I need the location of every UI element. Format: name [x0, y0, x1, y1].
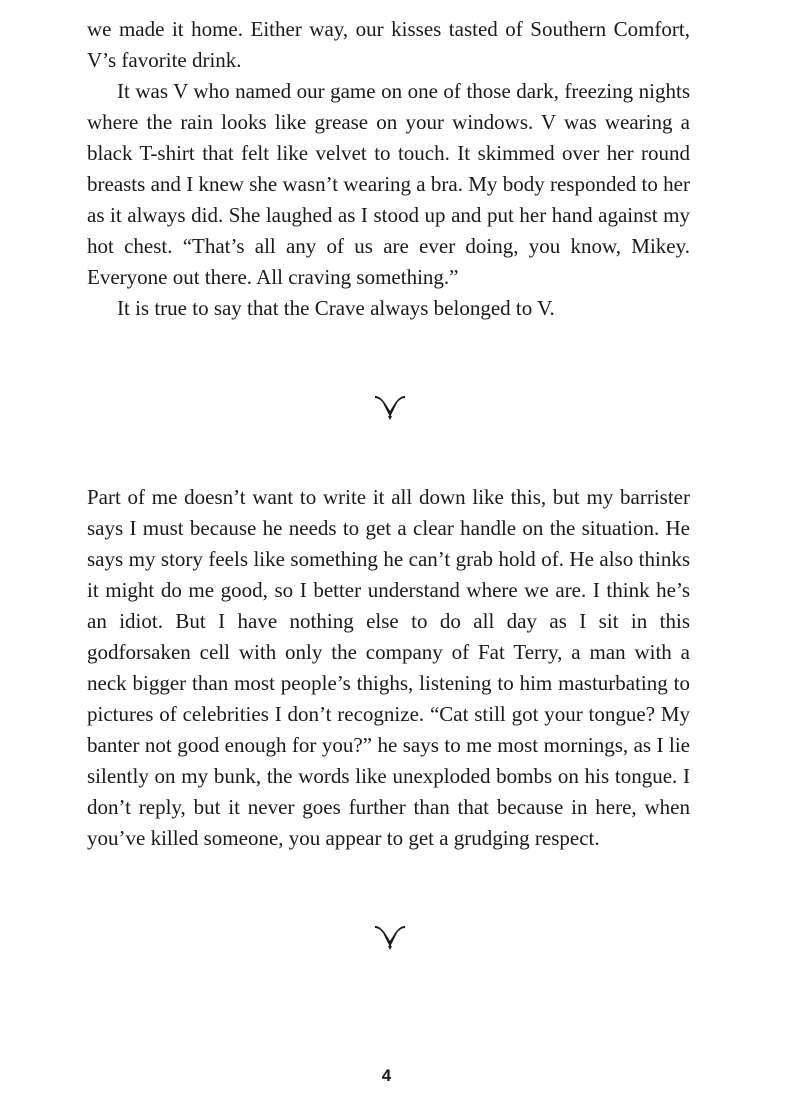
paragraph-crave-belonged: It is true to say that the Crave always belonged to V. — [117, 296, 555, 320]
section-1 — [87, 14, 690, 324]
page-number: 4 — [381, 1066, 393, 1085]
paragraph-barrister: Part of me doesn’t want to write it all down like this, but my barrister says I must because he needs to get a clear handle on the situation. He says my story feels like something he can’t grab hold of. He also thinks it might do me good, so I better understand where we are. I think he’s an idiot. But I have nothing else to do all day as I sit in this godforsaken cell with only the company of Fat Terry, a man with a neck bigger than most people’s thighs, listening to him masturbating to pictures of celebrities I don’t recognize. “Cat still got your tongue? My banter not good enough for you?” he says to me most mornings, as I lie silently on my bunk, the words like unexploded bombs on his tongue. I don’t reply, but it never goes further than that because in here, when you’ve killed someone, you appear to get a grudging respect. — [87, 485, 690, 850]
section-break-v-ornament-icon — [370, 390, 410, 420]
paragraph-continued: we made it home. Either way, our kisses tasted of Southern Comfort, V’s favorite drink. — [87, 17, 690, 72]
section-break-v-ornament-icon — [370, 920, 410, 950]
paragraph-crave-origin: It was V who named our game on one of those dark, freezing nights where the rain looks like grease on your windows. V was wearing a black T-shirt that felt like velvet to touch. It skimmed over her round breasts and I knew she wasn’t wearing a bra. My body responded to her as it always did. She laughed as I stood up and put her hand against my hot chest. “That’s all any of us are ever doing, you know, Mikey. Everyone out there. All craving something.” — [87, 79, 690, 289]
section-2 — [87, 482, 690, 854]
